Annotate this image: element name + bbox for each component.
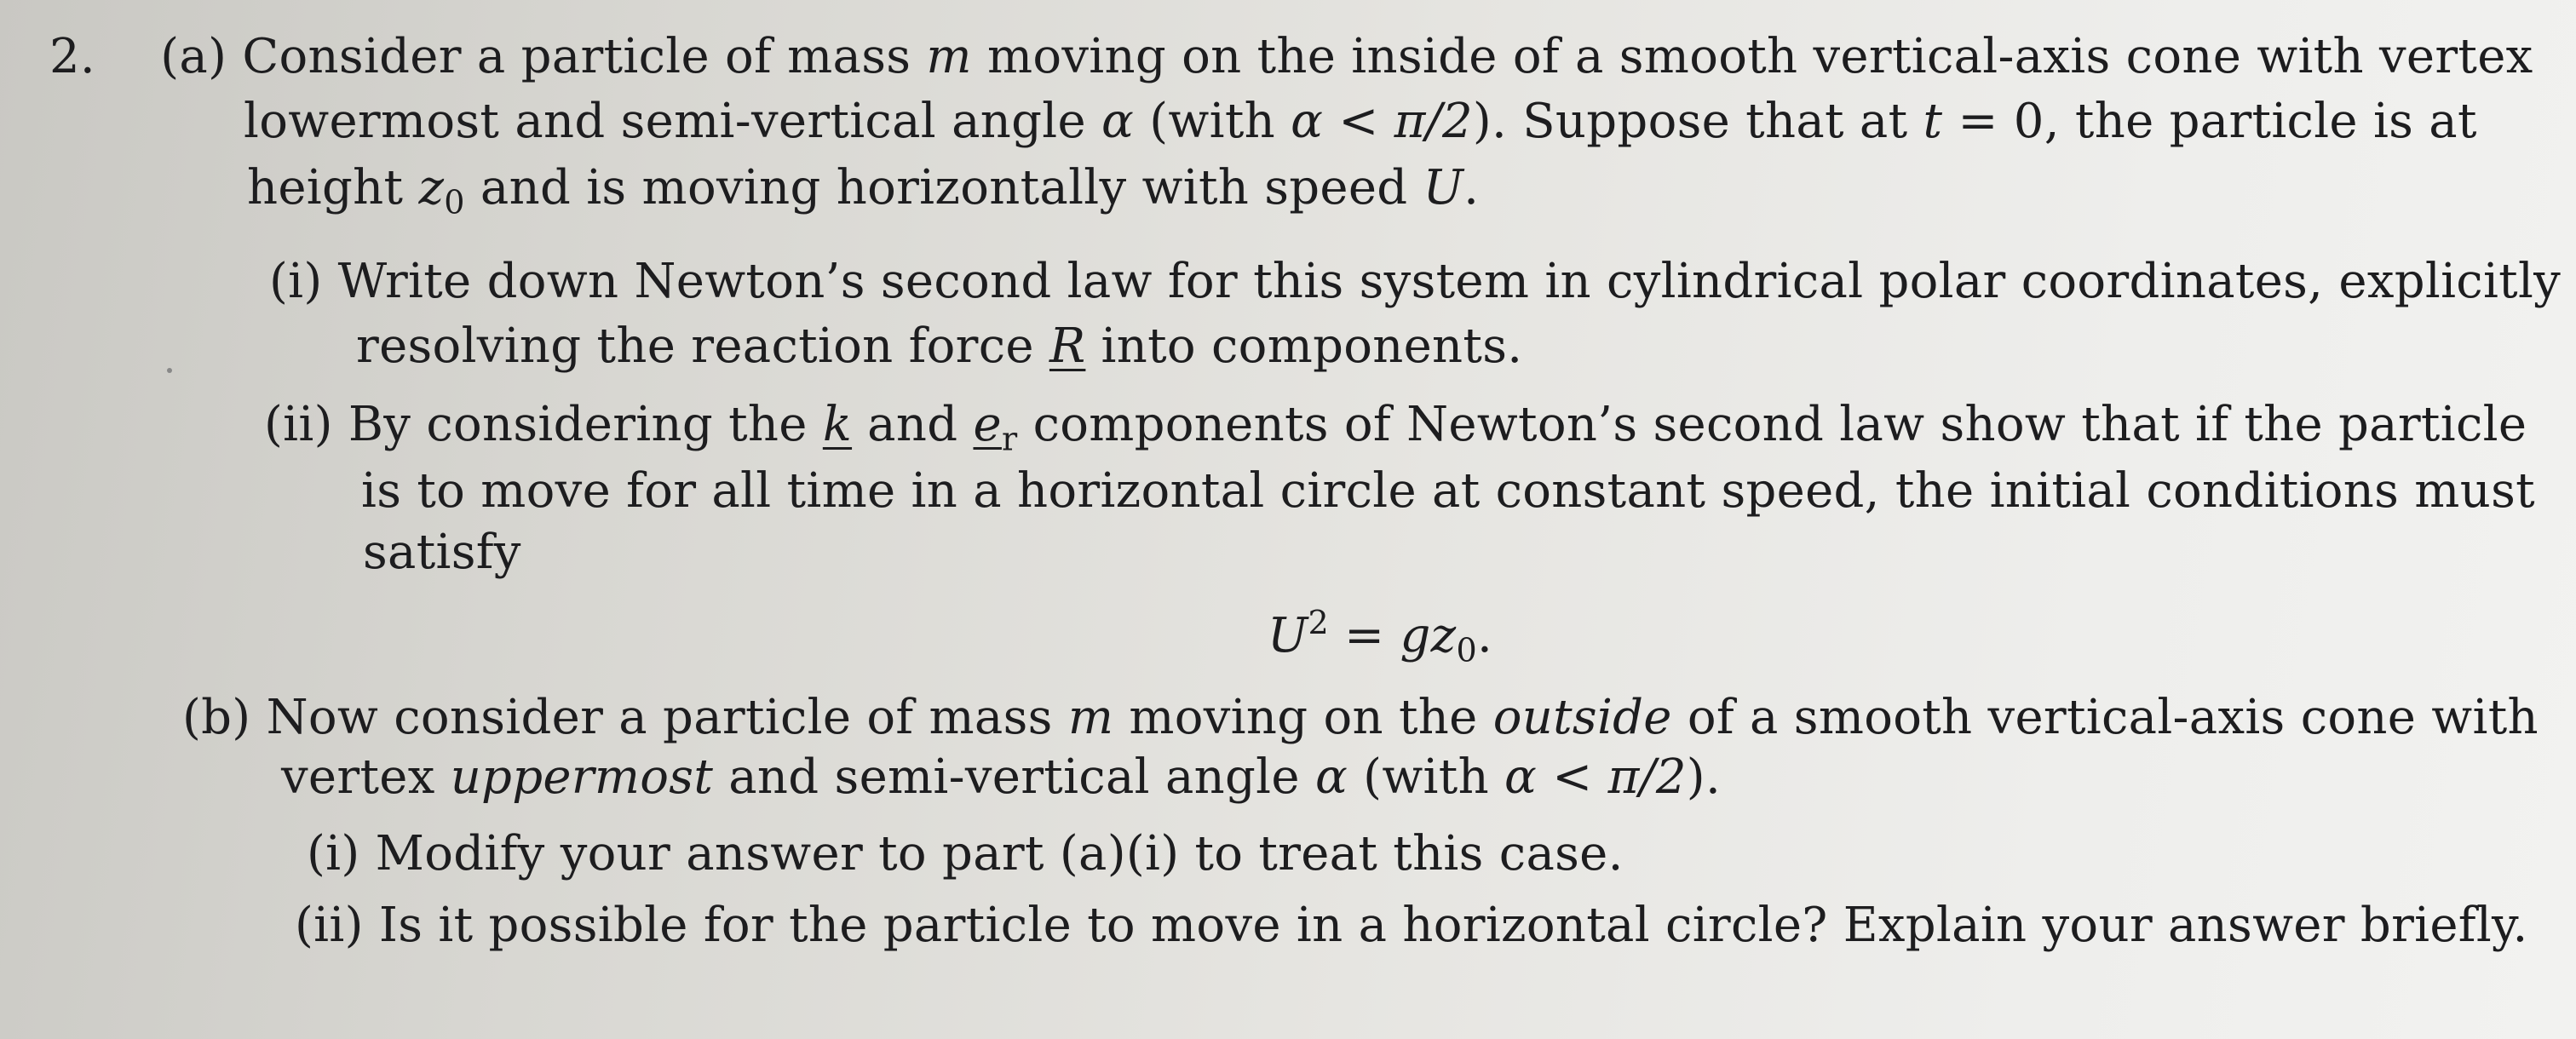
math-t: t	[1923, 94, 1943, 149]
equals-sign: =	[1344, 607, 1385, 663]
part-b-line-2	[281, 748, 1721, 807]
part-a-text: moving on the inside of a smooth vertical-axis cone with vertex	[986, 29, 2533, 84]
part-a-ii-text: components of Newton’s second law show that if the particle	[1032, 397, 2527, 452]
part-a-ii-line-3	[363, 523, 521, 583]
part-b-text: and semi-vertical angle	[728, 749, 1300, 805]
part-b-i-line	[307, 824, 1624, 884]
part-b-text: (with	[1363, 749, 1489, 805]
part-a-i-line-1	[269, 252, 2561, 312]
math-er-vector: $e_r$	[973, 397, 1018, 458]
part-b-text: of a smooth vertical-axis cone with	[1687, 690, 2539, 745]
math-gz0: $gz_0$	[1400, 607, 1477, 669]
part-a-i-text: Write down Newton’s second law for this system in cylindrical polar coordinates, explicitly	[337, 254, 2562, 309]
emphasis-uppermost: uppermost	[450, 749, 714, 805]
part-a-ii-label: (ii)	[264, 397, 333, 452]
part-a-i-text: into components.	[1101, 319, 1523, 374]
part-b-i-text: Modify your answer to part (a)(i) to treat this case.	[375, 826, 1624, 881]
part-a-ii-text: and	[867, 397, 958, 452]
math-z0: $z_0$	[418, 160, 465, 221]
math-m: m	[1067, 690, 1114, 745]
part-b-ii-text: Is it possible for the particle to move in a horizontal circle? Explain your answer briefly.	[378, 898, 2528, 953]
part-a-i-label: (i)	[269, 254, 323, 309]
math-alpha: α	[1314, 749, 1348, 805]
part-a-text: (with	[1149, 94, 1276, 149]
math-R-vector: R	[1049, 319, 1086, 374]
equation	[1268, 593, 1492, 680]
math-U-squared: $U^2$	[1268, 604, 1330, 663]
part-a-ii-text: is to move for all time in a horizontal circle at constant speed, the initial conditions must	[361, 463, 2535, 519]
question-line-2	[244, 92, 2477, 152]
part-a-ii-line-2	[361, 462, 2535, 521]
part-b-line-1	[182, 688, 2539, 748]
part-a-text: ). Suppose that at	[1472, 94, 1908, 149]
question-line-1	[49, 27, 2533, 87]
part-a-i-line-2	[356, 317, 1522, 376]
part-a-label: (a)	[160, 29, 227, 84]
math-condition: α < π/2	[1504, 749, 1687, 805]
part-b-text: ).	[1686, 749, 1722, 805]
part-a-text: = 0, the particle is at	[1958, 94, 2477, 149]
period: .	[1463, 160, 1480, 215]
part-b-text: vertex	[281, 749, 435, 805]
math-condition: α < π/2	[1291, 94, 1473, 149]
part-a-text: lowermost and semi-vertical angle	[244, 94, 1086, 149]
part-b-ii-label: (ii)	[295, 898, 364, 953]
math-k-vector: k	[822, 397, 853, 452]
stray-mark	[167, 368, 172, 373]
math-U: U	[1423, 160, 1464, 215]
question-line-3	[247, 158, 1479, 232]
part-b-label: (b)	[182, 690, 251, 745]
part-a-ii-line-1	[264, 395, 2527, 468]
part-b-text: moving on the	[1129, 690, 1478, 745]
part-a-i-text: resolving the reaction force	[356, 319, 1034, 374]
emphasis-outside: outside	[1492, 690, 1672, 745]
math-m: m	[926, 29, 972, 84]
part-a-ii-text: By considering the	[348, 397, 808, 452]
part-b-i-label: (i)	[307, 826, 360, 881]
part-a-text: and is moving horizontally with speed	[480, 160, 1408, 215]
period: .	[1476, 607, 1493, 663]
part-b-ii-line	[295, 896, 2528, 956]
part-a-text: height	[247, 160, 404, 215]
part-a-text: Consider a particle of mass	[242, 29, 911, 84]
math-alpha: α	[1101, 94, 1135, 149]
part-b-text: Now consider a particle of mass	[266, 690, 1053, 745]
part-a-ii-text: satisfy	[363, 525, 521, 580]
question-number: 2.	[49, 29, 96, 84]
